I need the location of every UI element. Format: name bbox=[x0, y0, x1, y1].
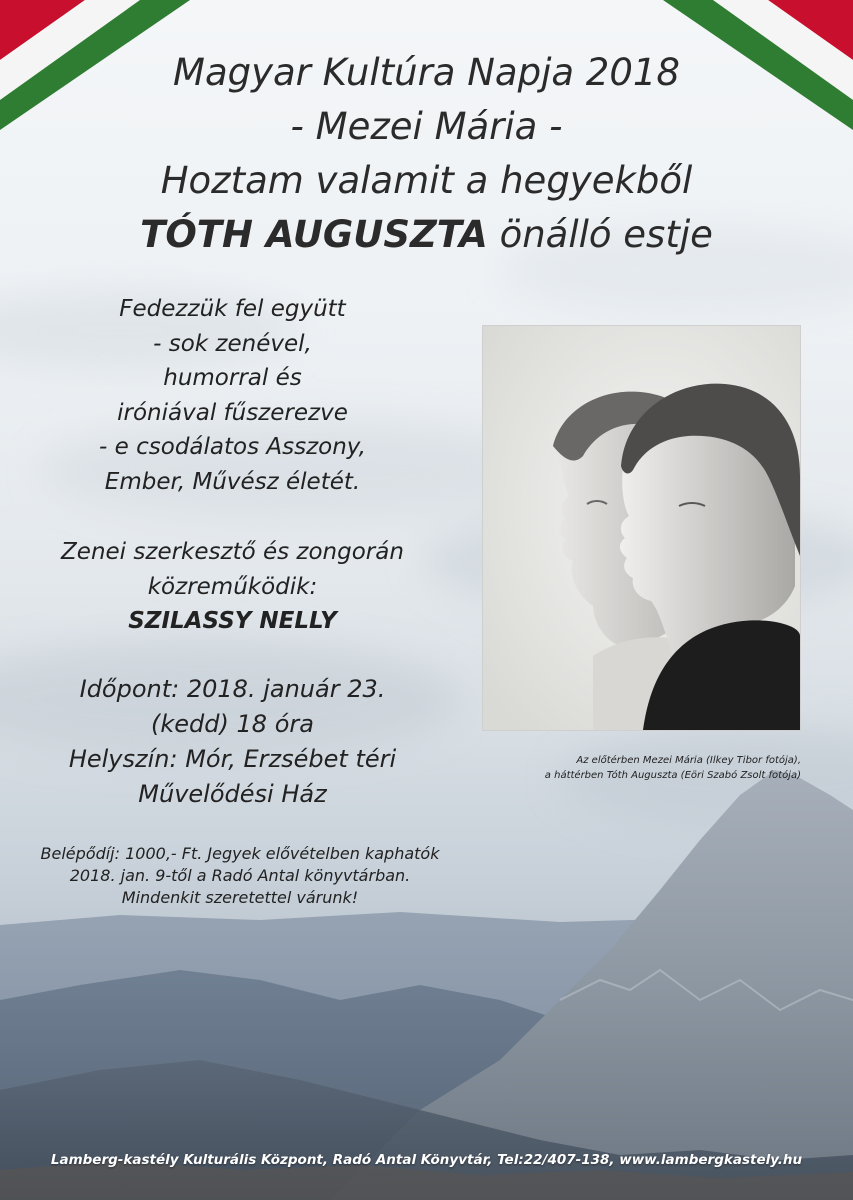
event-details bbox=[60, 672, 405, 812]
intro-line: Fedezzük fel együtt bbox=[119, 296, 346, 322]
caption-line: a háttérben Tóth Auguszta (Eöri Szabó Zsolt fotója) bbox=[544, 770, 801, 781]
event-venue-name: Művelődési Ház bbox=[138, 780, 327, 808]
performer-headline-rest: önálló estje bbox=[487, 213, 713, 256]
intro-line: - e csodálatos Asszony, bbox=[99, 434, 366, 460]
intro-paragraph bbox=[60, 292, 405, 499]
event-time: (kedd) 18 óra bbox=[151, 710, 314, 738]
event-venue: Helyszín: Mór, Erzsébet téri bbox=[68, 745, 397, 773]
intro-line: - sok zenével, bbox=[153, 330, 312, 357]
music-credit bbox=[60, 535, 405, 639]
intro-line: Ember, Művész életét. bbox=[104, 468, 361, 495]
ticket-presale: 2018. jan. 9-től a Radó Antal könyvtárban. bbox=[69, 866, 411, 885]
intro-line: iróniával fűszerezve bbox=[117, 399, 348, 426]
ticket-price: Belépődíj: 1000,- Ft. Jegyek elővételben kaphatók bbox=[40, 844, 440, 863]
ticket-info bbox=[20, 843, 460, 909]
music-credit-line: Zenei szerkesztő és zongorán bbox=[61, 539, 404, 565]
performer-headline bbox=[0, 208, 853, 262]
music-credit-line: közreműködik: bbox=[147, 573, 318, 600]
intro-line: humorral és bbox=[163, 365, 302, 391]
portrait-photo bbox=[483, 326, 800, 730]
event-date: Időpont: 2018. január 23. bbox=[79, 675, 386, 703]
performer-name: TÓTH AUGUSZTA bbox=[140, 213, 488, 256]
photo-caption bbox=[421, 753, 801, 783]
portrait-illustration bbox=[483, 326, 800, 730]
footer-contact: Lamberg-kastély Kulturális Központ, Radó Antal Könyvtár, Tel:22/407-138, www.lambergkastely.hu bbox=[50, 1152, 803, 1168]
caption-line: Az előtérben Mezei Mária (Ilkey Tibor fotója), bbox=[576, 755, 801, 766]
pianist-name: SZILASSY NELLY bbox=[128, 608, 337, 634]
subject-name: - Mezei Mária - bbox=[290, 105, 563, 148]
welcome-note: Mindenkit szeretettel várunk! bbox=[121, 888, 359, 907]
show-title: Hoztam valamit a hegyekből bbox=[160, 159, 693, 202]
event-title: Magyar Kultúra Napja 2018 bbox=[173, 51, 680, 94]
